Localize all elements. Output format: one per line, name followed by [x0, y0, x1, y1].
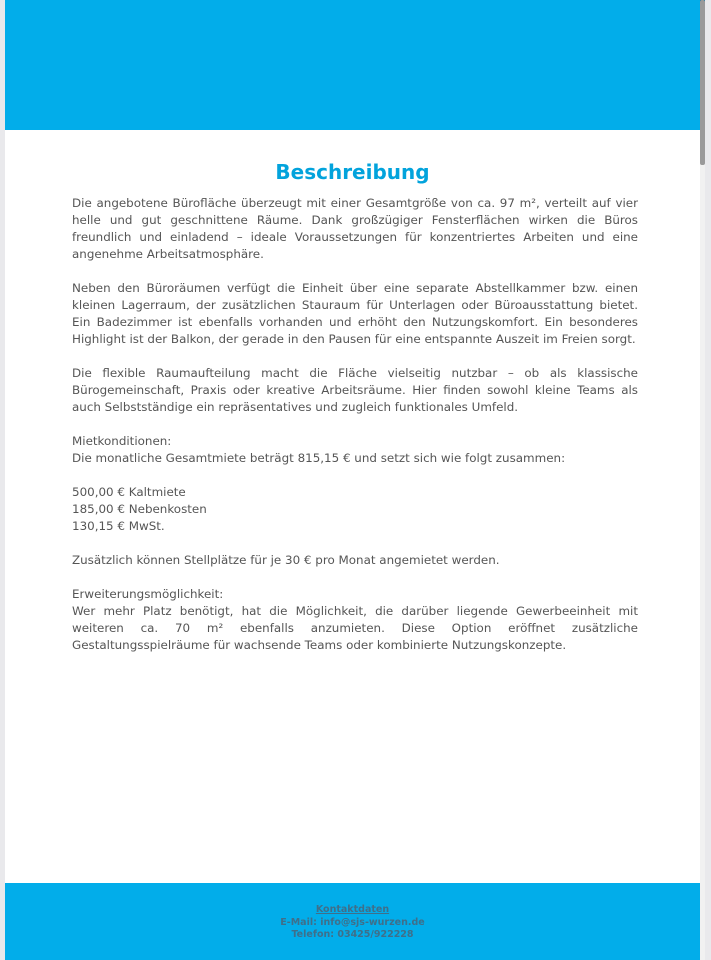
scrollbar[interactable] — [700, 0, 705, 960]
rent-item: 500,00 € Kaltmiete — [72, 485, 186, 499]
expansion-heading: Erweiterungsmöglichkeit: — [72, 587, 224, 601]
page-title: Beschreibung — [275, 160, 430, 184]
paragraph: Neben den Büroräumen verfügt die Einheit über eine separate Abstellkammer bzw. einen kleinen Lagerraum, der zusätzlichen Stauraum für Unterlagen oder Büroausstattung bietet. Ein Badezimmer ist ebenfalls vorhanden und erhöht den Nutzungskomfort. Ein besonderes Highlight ist der Balkon, der gerade in den Pausen für eine entspannte Auszeit im Freien sorgt. — [72, 281, 638, 346]
rent-breakdown — [72, 484, 638, 535]
footer-email[interactable]: E-Mail: info@sjs-wurzen.de — [280, 916, 425, 928]
expansion-text: Wer mehr Platz benötigt, hat die Möglichkeit, die darüber liegende Gewerbeeinheit mit weiteren ca. 70 m² ebenfalls anzumieten. Diese Option eröffnet zusätzliche Gestaltungsspielräume für wachsende Teams oder kombinierte Nutzungskonzepte. — [72, 604, 638, 652]
paragraph: Die angebotene Bürofläche überzeugt mit einer Gesamtgröße von ca. 97 m², verteilt auf vier helle und gut geschnittene Räume. Dank großzügiger Fensterflächen wirken die Büros freundlich und einladend – ideale Voraussetzungen für konzentriertes Arbeiten und eine angenehme Arbeitsatmosphäre. — [72, 196, 638, 261]
rent-item: 130,15 € MwSt. — [72, 519, 165, 533]
footer — [5, 883, 700, 960]
rent-heading: Mietkonditionen: — [72, 434, 172, 448]
parking-note: Zusätzlich können Stellplätze für je 30 € pro Monat angemietet werden. — [72, 553, 500, 567]
document-page — [5, 0, 700, 960]
paragraph: Die flexible Raumaufteilung macht die Fläche vielseitig nutzbar – ob als klassische Bürogemeinschaft, Praxis oder kreative Arbeitsräume. Hier finden sowohl kleine Teams als auch Selbstständige ein repräsentatives und zugleich funktionales Umfeld. — [72, 366, 638, 414]
rent-intro: Die monatliche Gesamtmiete beträgt 815,15 € und setzt sich wie folgt zusammen: — [72, 451, 566, 465]
expansion-section — [72, 586, 638, 654]
description-body — [72, 195, 638, 671]
rent-section — [72, 433, 638, 467]
contact-link[interactable]: Kontaktdaten — [315, 904, 390, 915]
rent-item: 185,00 € Nebenkosten — [72, 502, 207, 516]
footer-phone[interactable]: Telefon: 03425/922228 — [291, 929, 414, 940]
header-banner — [5, 0, 700, 130]
scrollbar-thumb[interactable] — [700, 0, 705, 165]
